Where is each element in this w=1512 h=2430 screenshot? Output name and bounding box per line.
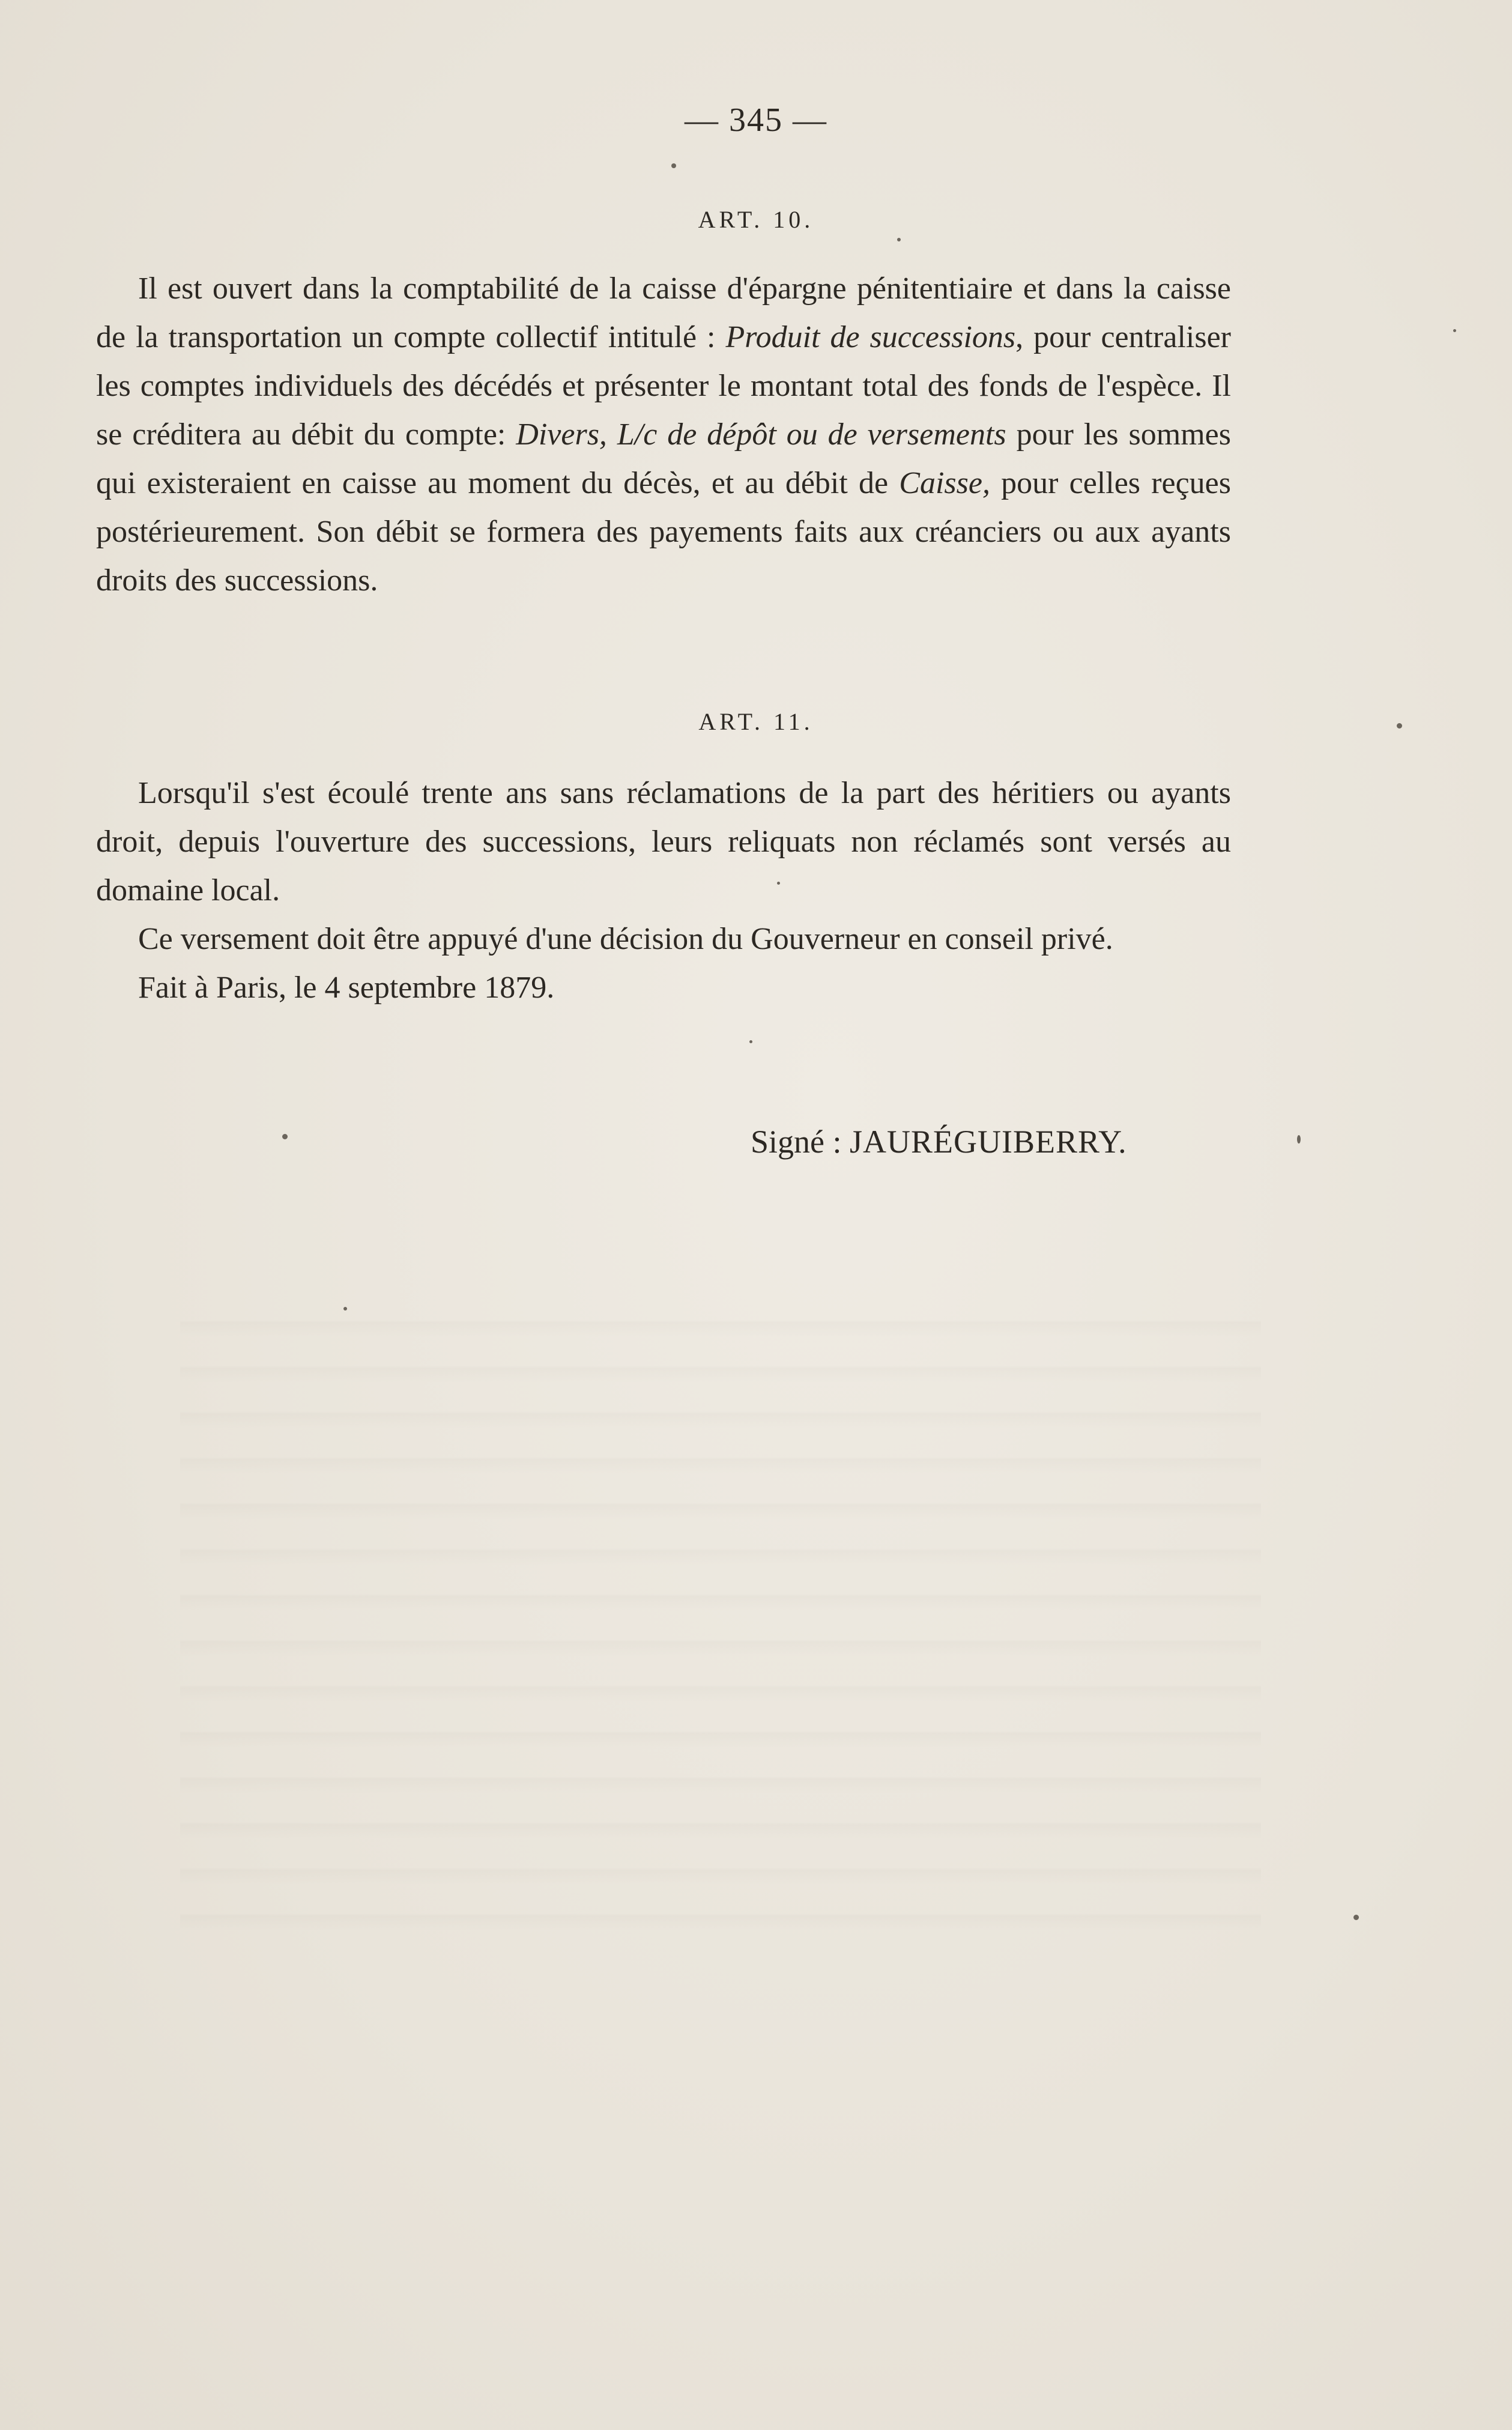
article-10-body bbox=[96, 264, 1231, 605]
ink-speck bbox=[343, 1307, 347, 1310]
ink-speck bbox=[777, 882, 780, 885]
ink-speck bbox=[1297, 1135, 1301, 1144]
signature-label: Signé : bbox=[751, 1124, 842, 1160]
text-run: Il est ouvert dans la comptabilité de la caisse d'épargne pénitentiaire et dans la caisse de la transportation un compte collectif intitulé : bbox=[96, 271, 1231, 354]
signatory-name: JAURÉGUIBERRY. bbox=[850, 1124, 1127, 1160]
article-10-heading: ART. 10. bbox=[698, 206, 814, 233]
ink-speck bbox=[282, 1134, 288, 1139]
ink-speck bbox=[1453, 329, 1456, 332]
text-run: pour celles reçues postérieurement. Son débit se formera des payements faits aux créanciers ou aux ayants droits des successions. bbox=[96, 466, 1231, 598]
article-11-body bbox=[96, 769, 1231, 1012]
text-run: pour les sommes qui existeraient en caisse au moment du décès, et au débit de bbox=[96, 417, 1231, 500]
ink-speck bbox=[671, 163, 676, 168]
text-run: , pour centraliser les comptes individuels des décédés et présenter le montant total des fonds de l'espèce. Il se créditera au débit du compte: bbox=[96, 320, 1231, 452]
page-number: — 345 — bbox=[685, 102, 827, 139]
italic-term: Produit de successions bbox=[725, 320, 1016, 354]
article-11-heading: ART. 11. bbox=[698, 708, 814, 735]
signature-line bbox=[751, 1123, 1127, 1160]
article-11-paragraph-2: Ce versement doit être appuyé d'une décision du Gouverneur en conseil privé. bbox=[138, 922, 1113, 956]
dateline: Fait à Paris, le 4 septembre 1879. bbox=[138, 971, 555, 1005]
italic-term: Divers, L/c de dépôt ou de versements bbox=[516, 417, 1006, 452]
ink-speck bbox=[1353, 1915, 1359, 1920]
ink-speck bbox=[1397, 723, 1402, 729]
italic-term: Caisse, bbox=[899, 466, 990, 500]
ink-speck bbox=[749, 1040, 752, 1043]
article-10-paragraph bbox=[96, 264, 1231, 605]
ink-speck bbox=[897, 238, 901, 241]
article-11-paragraph-1: Lorsqu'il s'est écoulé trente ans sans réclamations de la part des héritiers ou ayants droit, depuis l'ouverture des successions, leurs reliquats non réclamés sont versés au domaine local. bbox=[96, 776, 1231, 907]
show-through-text bbox=[180, 1291, 1261, 1952]
